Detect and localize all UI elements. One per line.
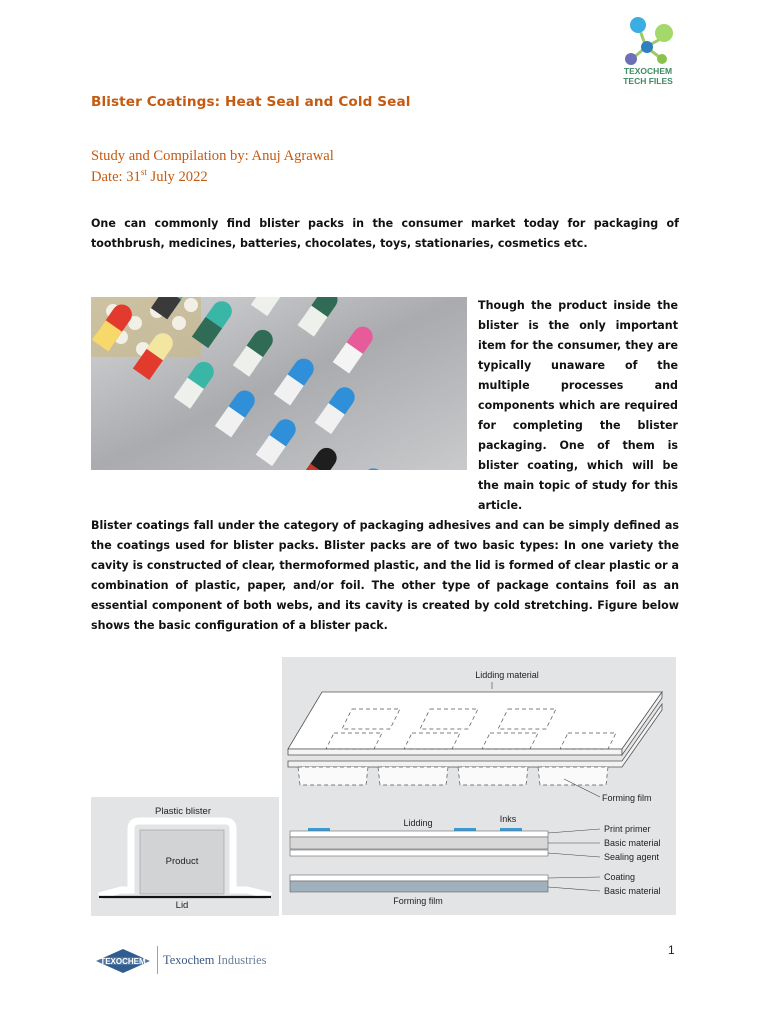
page-number: 1 bbox=[668, 943, 675, 957]
lid-label: Lid bbox=[175, 900, 189, 911]
document-title: Blister Coatings: Heat Seal and Cold Seal bbox=[91, 94, 411, 110]
molecule-icon bbox=[618, 15, 678, 67]
blister-layers-diagram bbox=[282, 657, 676, 915]
basic-material-label-2: Basic material bbox=[604, 886, 661, 896]
blister-pills-photo bbox=[91, 297, 467, 470]
logo-text bbox=[612, 66, 684, 86]
body-paragraph: Blister coatings fall under the category of packaging adhesives and can be simply defined as the coatings used for blister packs. Blister packs are of two basic types: In one variety the cavity is constructed of clear, thermoformed plastic, and the lid is formed of clear plastic or a combination of plastic, paper, and/or foil. The other type of package contains foil as an essential component of both webs, and its cavity is created by cold stretching. Figure below shows the basic configuration of a blister pack. bbox=[91, 519, 679, 632]
sealing-agent-label: Sealing agent bbox=[604, 852, 660, 862]
logo-line1: TEXOCHEM bbox=[623, 66, 673, 76]
coating-label: Coating bbox=[604, 872, 636, 882]
product-label: Product bbox=[165, 856, 199, 867]
date-suffix: st bbox=[140, 167, 147, 178]
basic-material-label-1: Basic material bbox=[604, 838, 661, 848]
lidding-material-label: Lidding material bbox=[475, 670, 539, 680]
logo-line2: TECH FILES bbox=[623, 76, 673, 86]
print-primer-label: Print primer bbox=[604, 824, 651, 834]
footer-company-name bbox=[163, 953, 266, 968]
date-rest: July 2022 bbox=[146, 169, 208, 185]
texochem-logo bbox=[94, 948, 152, 974]
company-part1: Texochem bbox=[163, 953, 215, 967]
intro-paragraph: One can commonly find blister packs in the consumer market today for packaging of toothbrush, medicines, batteries, chocolates, toys, stationaries, cosmetics etc. bbox=[91, 217, 679, 250]
company-part2: Industries bbox=[217, 953, 267, 967]
footer-divider bbox=[157, 946, 158, 974]
blister-cross-section-diagram bbox=[91, 797, 279, 916]
forming-film-top-label: Forming film bbox=[602, 793, 652, 803]
forming-film-bottom-label: Forming film bbox=[393, 896, 443, 906]
date-line bbox=[91, 169, 208, 186]
plastic-blister-label: Plastic blister bbox=[155, 806, 211, 817]
side-paragraph: Though the product inside the blister is the only important item for the consumer, they are typically unaware of the multiple processes and components which are required for completing the blister packaging. One of them is blister coating, which will be the main topic of study for this article. bbox=[478, 299, 678, 512]
inks-label: Inks bbox=[499, 814, 517, 824]
date-prefix: Date: 31 bbox=[91, 169, 141, 185]
lidding-label: Lidding bbox=[403, 818, 433, 828]
author-line: Study and Compilation by: Anuj Agrawal bbox=[91, 148, 334, 164]
footer-logo-word: TEXOCHEM bbox=[100, 957, 146, 966]
